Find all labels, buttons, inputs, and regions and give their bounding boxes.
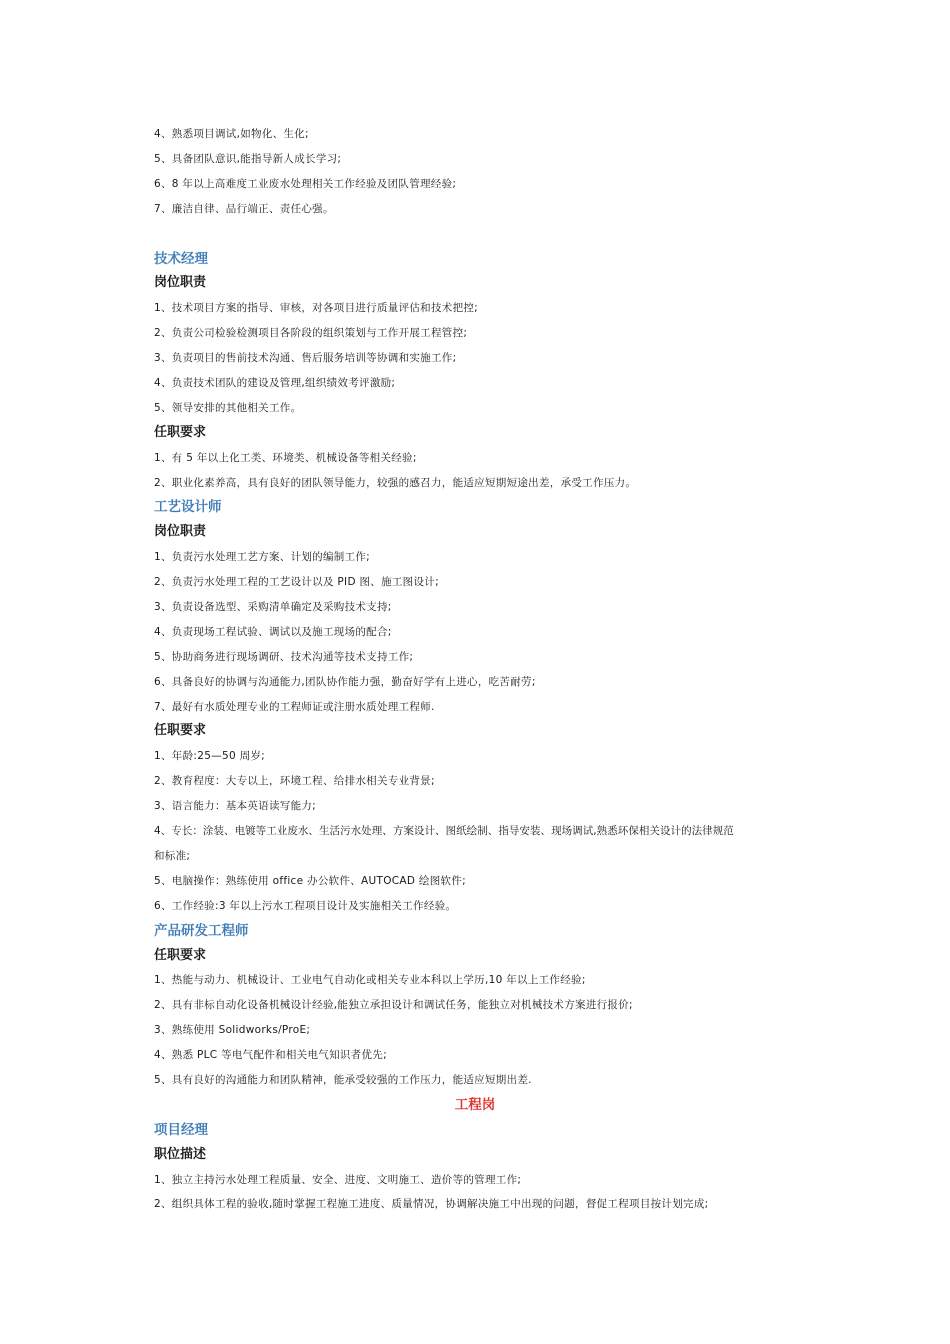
list-item: 2、组织具体工程的验收,随时掌握工程施工进度、质量情况，协调解决施工中出现的问题，督促工程项目按计划完成;	[154, 1198, 709, 1211]
list-item: 1、技术项目方案的指导、审核，对各项目进行质量评估和技术把控;	[154, 302, 479, 315]
list-item: 7、廉洁自律、品行端正、责任心强。	[154, 202, 334, 215]
list-item: 3、负责项目的售前技术沟通、售后服务培训等协调和实施工作;	[154, 352, 457, 365]
section-tech-manager	[154, 247, 804, 496]
list-item: 2、职业化素养高，具有良好的团队领导能力，较强的感召力，能适应短期短途出差，承受工作压力。	[154, 476, 637, 489]
job-title: 产品研发工程师	[154, 922, 249, 939]
list-item: 1、负责污水处理工艺方案、计划的编制工作;	[154, 551, 371, 564]
requirements-heading: 任职要求	[154, 723, 207, 739]
spacer	[154, 222, 804, 247]
duties-heading: 岗位职责	[154, 524, 207, 540]
job-title: 项目经理	[154, 1121, 208, 1138]
list-item: 5、具有良好的沟通能力和团队精神，能承受较强的工作压力，能适应短期出差.	[154, 1073, 532, 1086]
list-item: 6、具备良好的协调与沟通能力,团队协作能力强，勤奋好学有上进心，吃苦耐劳;	[154, 675, 536, 688]
list-item: 3、熟练使用 Solidworks/ProE;	[154, 1024, 311, 1037]
duties-heading: 岗位职责	[154, 275, 207, 291]
list-item: 3、负责设备选型、采购清单确定及采购技术支持;	[154, 601, 392, 614]
list-item: 1、年龄:25—50 周岁;	[154, 750, 266, 763]
list-item: 5、领导安排的其他相关工作。	[154, 401, 302, 414]
list-item-continuation: 和标准;	[154, 849, 191, 862]
list-item: 5、电脑操作：熟练使用 office 办公软件、AUTOCAD 绘图软件;	[154, 874, 466, 887]
list-item: 5、协助商务进行现场调研、技术沟通等技术支持工作;	[154, 650, 414, 663]
section-title-engineering: 工程岗	[454, 1096, 496, 1113]
list-item: 4、负责现场工程试验、调试以及施工现场的配合;	[154, 625, 392, 638]
list-item: 4、熟悉项目调试,如物化、生化;	[154, 128, 309, 140]
list-item: 7、最好有水质处理专业的工程师证或注册水质处理工程师.	[154, 700, 435, 713]
list-item: 4、熟悉 PLC 等电气配件和相关电气知识者优先;	[154, 1049, 387, 1062]
job-title: 工艺设计师	[154, 499, 222, 516]
section-rd-engineer	[154, 919, 804, 1093]
list-item: 2、负责污水处理工程的工艺设计以及 PID 图、施工图设计;	[154, 576, 439, 589]
document-content	[154, 122, 804, 1217]
requirements-heading: 任职要求	[154, 424, 207, 440]
list-item: 2、教育程度：大专以上，环境工程、给排水相关专业背景;	[154, 775, 435, 788]
list-item: 4、负责技术团队的建设及管理,组织绩效考评激励;	[154, 377, 396, 390]
requirements-heading: 任职要求	[154, 947, 207, 963]
list-item: 4、专长：涂装、电镀等工业废水、生活污水处理、方案设计、图纸绘制、指导安装、现场调试,熟悉环保相关设计的法律规范	[154, 825, 734, 838]
list-item: 1、有 5 年以上化工类、环境类、机械设备等相关经验;	[154, 451, 417, 464]
job-title: 技术经理	[154, 250, 208, 267]
intro-requirements-list	[154, 122, 804, 222]
list-item: 2、具有非标自动化设备机械设计经验,能独立承担设计和调试任务，能独立对机械技术方案进行报价;	[154, 999, 633, 1012]
section-project-manager	[154, 1118, 804, 1218]
list-item: 1、独立主持污水处理工程质量、安全、进度、文明施工、造价等的管理工作;	[154, 1173, 522, 1186]
section-process-designer	[154, 495, 804, 918]
list-item: 6、工作经验:3 年以上污水工程项目设计及实施相关工作经验。	[154, 899, 457, 912]
list-item: 2、负责公司检验检测项目各阶段的组织策划与工作开展工程管控;	[154, 327, 468, 340]
list-item: 5、具备团队意识,能指导新人成长学习;	[154, 152, 342, 165]
description-heading: 职位描述	[154, 1146, 207, 1162]
list-item: 3、语言能力：基本英语读写能力;	[154, 800, 317, 813]
list-item: 6、8 年以上高难度工业废水处理相关工作经验及团队管理经验;	[154, 177, 457, 190]
list-item: 1、热能与动力、机械设计、工业电气自动化或相关专业本科以上学历,10 年以上工作经验;	[154, 974, 586, 987]
